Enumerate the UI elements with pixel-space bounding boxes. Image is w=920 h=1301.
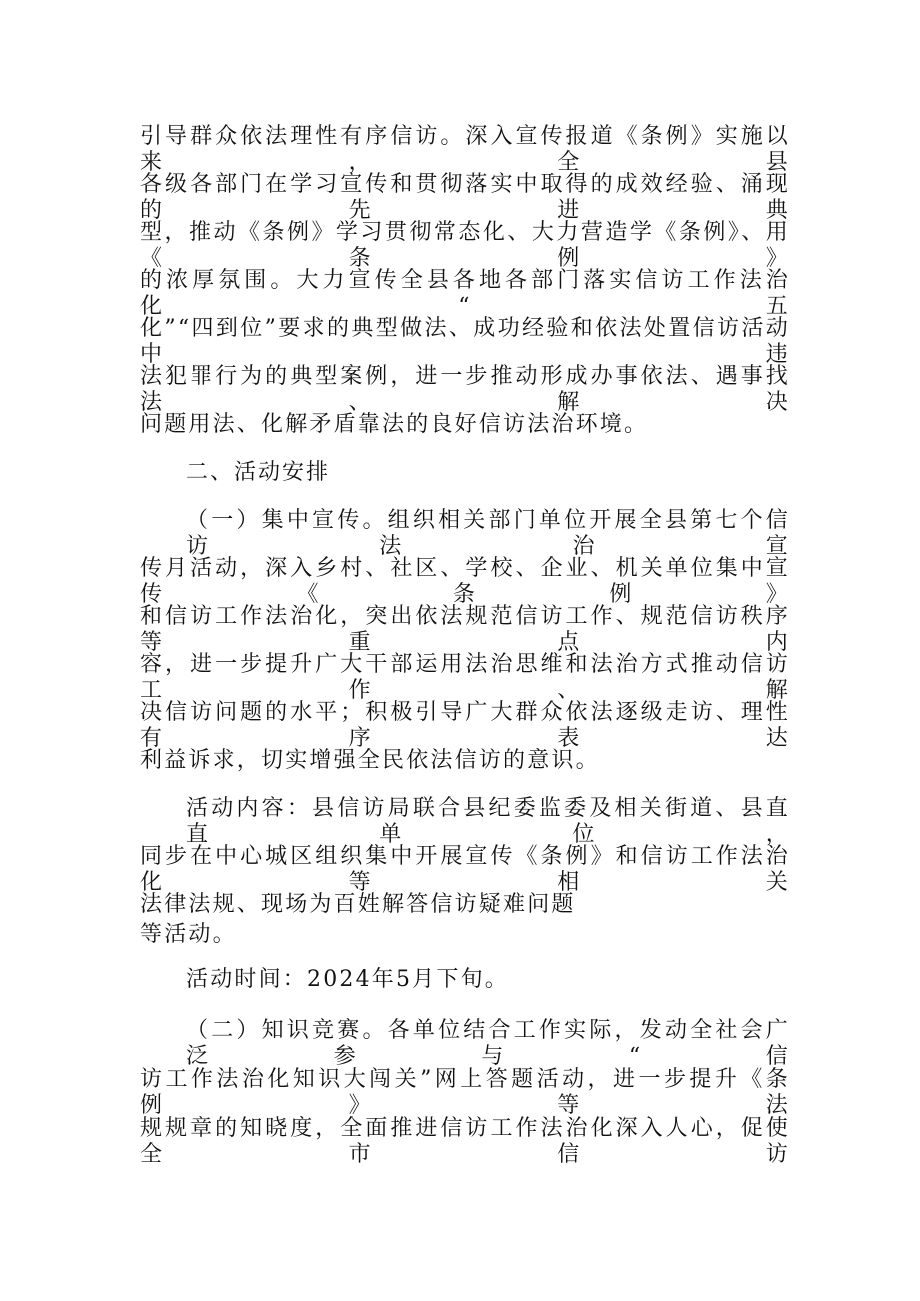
paragraph-line: 访工作法治化知识大闯关”网上答题活动，进一步提升《条例》等法 <box>140 1067 790 1118</box>
paragraph-line: 各级各部门在学习宣传和贯彻落实中取得的成效经验、涌现的先进典 <box>140 172 790 223</box>
paragraph-line: 和信访工作法治化，突出依法规范信访工作、规范信访秩序等重点内 <box>140 604 790 655</box>
paragraph-line: 活动内容：县信访局联合县纪委监委及相关街道、县直直单位， <box>186 796 790 847</box>
paragraph-line: 的浓厚氛围。大力宣传全县各地各部门落实信访工作法治化“五 <box>140 268 790 319</box>
paragraph-line: 利益诉求，切实增强全民依法信访的意识。 <box>140 748 600 773</box>
paragraph-line: 活动时间：2024年5月下旬。 <box>186 967 509 992</box>
paragraph-line: 引导群众依法理性有序信访。深入宣传报道《条例》实施以来，全县 <box>140 124 790 175</box>
paragraph-line: 决信访问题的水平；积极引导广大群众依法逐级走访、理性有序表达 <box>140 700 790 751</box>
paragraph-line: 传月活动，深入乡村、社区、学校、企业、机关单位集中宣传《条例》 <box>140 556 790 607</box>
paragraph-line: 问题用法、化解矛盾靠法的良好信访法治环境。 <box>140 412 649 437</box>
paragraph-line: 同步在中心城区组织集中开展宣传《条例》和信访工作法治化等相关 <box>140 844 790 895</box>
paragraph-line: 规规章的知晓度，全面推进信访工作法治化深入人心，促使全市信访 <box>140 1116 790 1167</box>
paragraph-line: 型，推动《条例》学习贯彻常态化、大力营造学《条例》、用《条例》 <box>140 220 790 271</box>
paragraph-line: 容，进一步提升广大干部运用法治思维和法治方式推动信访工作、解 <box>140 652 790 703</box>
section-heading: 二、活动安排 <box>186 460 331 485</box>
paragraph-line: 法犯罪行为的典型案例，进一步推动形成办事依法、遇事找法、解决 <box>140 364 790 415</box>
paragraph-line: （一）集中宣传。组织相关部门单位开展全县第七个信访法治宣 <box>186 508 790 559</box>
paragraph-line: 等活动。 <box>140 922 237 947</box>
paragraph-line: （二）知识竞赛。各单位结合工作实际，发动全社会广泛参与“信 <box>186 1018 790 1069</box>
paragraph-line: 化”“四到位”要求的典型做法、成功经验和依法处置信访活动中违 <box>140 316 790 367</box>
paragraph-line: 法律法规、现场为百姓解答信访疑难问题 <box>140 892 576 917</box>
